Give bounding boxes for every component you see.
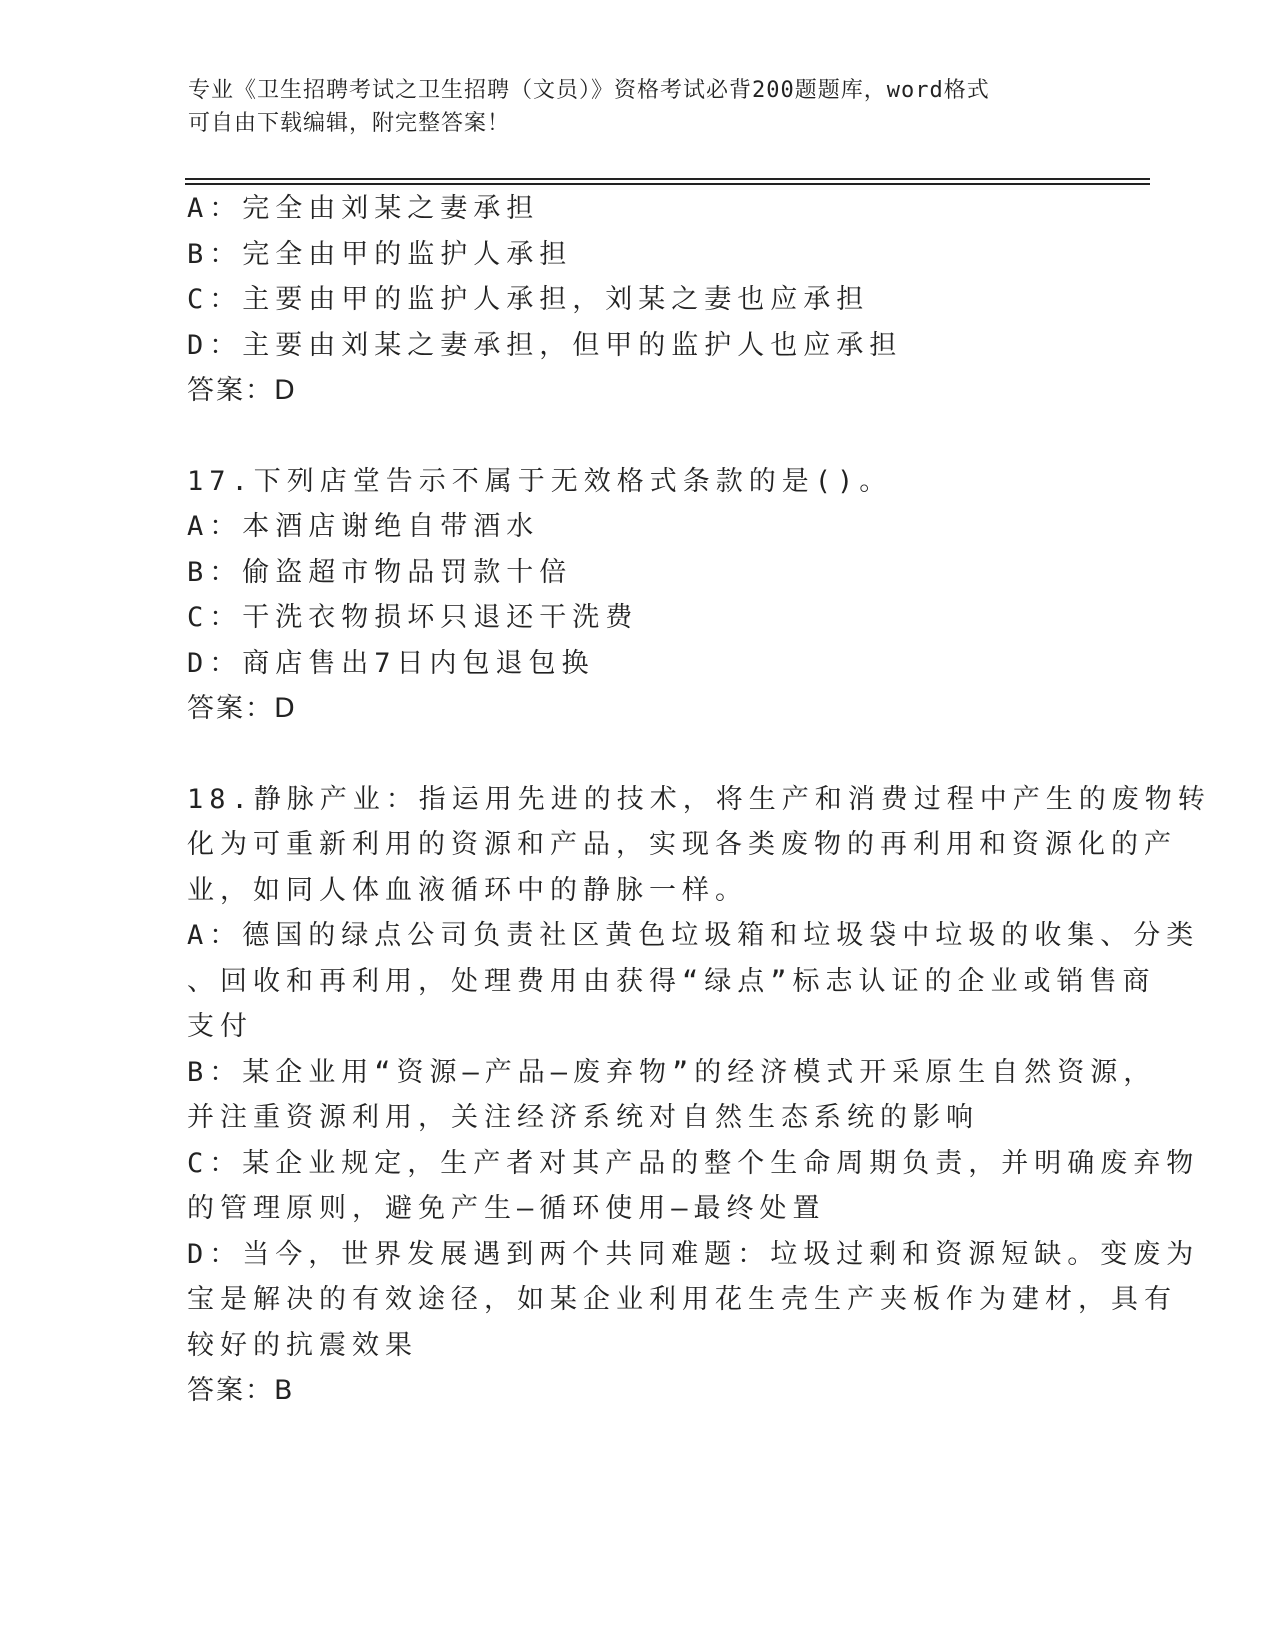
- question-17-stem: 17.下列店堂告示不属于无效格式条款的是()。: [187, 465, 893, 497]
- question-18-answer: 答案：B: [187, 1375, 295, 1406]
- header-line-2: 可自由下载编辑，附完整答案！: [188, 111, 511, 136]
- option-line: C：某企业规定，生产者对其产品的整个生命周期负责，并明确废弃物: [187, 1147, 1200, 1179]
- option-d: D：主要由刘某之妻承担，但甲的监护人也应承担: [187, 329, 903, 361]
- spacer: [187, 414, 1077, 459]
- option-line: 、回收和再利用，处理费用由获得“绿点”标志认证的企业或销售商: [187, 965, 1156, 997]
- option-line: D：当今，世界发展遇到两个共同难题：垃圾过剩和资源短缺。变废为: [187, 1238, 1200, 1270]
- option-b: B：偷盗超市物品罚款十倍: [187, 556, 573, 588]
- prev-question-answer: 答案：D: [187, 375, 297, 406]
- option-line: A：德国的绿点公司负责社区黄色垃圾箱和垃圾袋中垃圾的收集、分类: [187, 920, 1200, 951]
- option-c: C：干洗衣物损坏只退还干洗费: [187, 602, 639, 633]
- question-18-stem: [187, 777, 1211, 914]
- option-b: [187, 1050, 1157, 1141]
- document-body: [187, 186, 1211, 1414]
- question-17-answer: 答案：D: [187, 693, 297, 724]
- header-divider-top: [185, 178, 1150, 180]
- option-c: [187, 1141, 1200, 1232]
- option-d: [187, 1232, 1200, 1369]
- document-header: [188, 74, 1088, 140]
- prev-question-options: [187, 186, 1077, 368]
- stem-line: 18.静脉产业：指运用先进的技术，将生产和消费过程中产生的废物转: [187, 783, 1211, 815]
- option-line: 宝是解决的有效途径，如某企业利用花生壳生产夹板作为建材，具有: [187, 1284, 1177, 1315]
- option-c: C：主要由甲的监护人承担，刘某之妻也应承担: [187, 284, 870, 315]
- header-line-1: 专业《卫生招聘考试之卫生招聘（文员）》资格考试必背200题题库，word格式: [188, 78, 990, 103]
- header-divider-bottom: [185, 183, 1150, 185]
- option-line: 支付: [187, 1011, 253, 1042]
- option-line: B：某企业用“资源—产品—废弃物”的经济模式开采原生自然资源，: [187, 1056, 1157, 1088]
- option-a: [187, 913, 1200, 1050]
- spacer: [187, 732, 1077, 777]
- option-a: A：本酒店谢绝自带酒水: [187, 511, 540, 542]
- stem-line: 化为可重新利用的资源和产品，实现各类废物的再利用和资源化的产: [187, 829, 1177, 860]
- stem-line: 业，如同人体血液循环中的静脉一样。: [187, 874, 748, 906]
- option-line: 的管理原则，避免产生—循环使用—最终处置: [187, 1193, 826, 1224]
- option-d: D：商店售出7日内包退包换: [187, 647, 595, 679]
- option-a: A：完全由刘某之妻承担: [187, 193, 540, 224]
- option-b: B：完全由甲的监护人承担: [187, 238, 573, 270]
- question-17-options: [187, 504, 1077, 686]
- option-line: 并注重资源利用，关注经济系统对自然生态系统的影响: [187, 1102, 979, 1133]
- option-line: 较好的抗震效果: [187, 1329, 418, 1361]
